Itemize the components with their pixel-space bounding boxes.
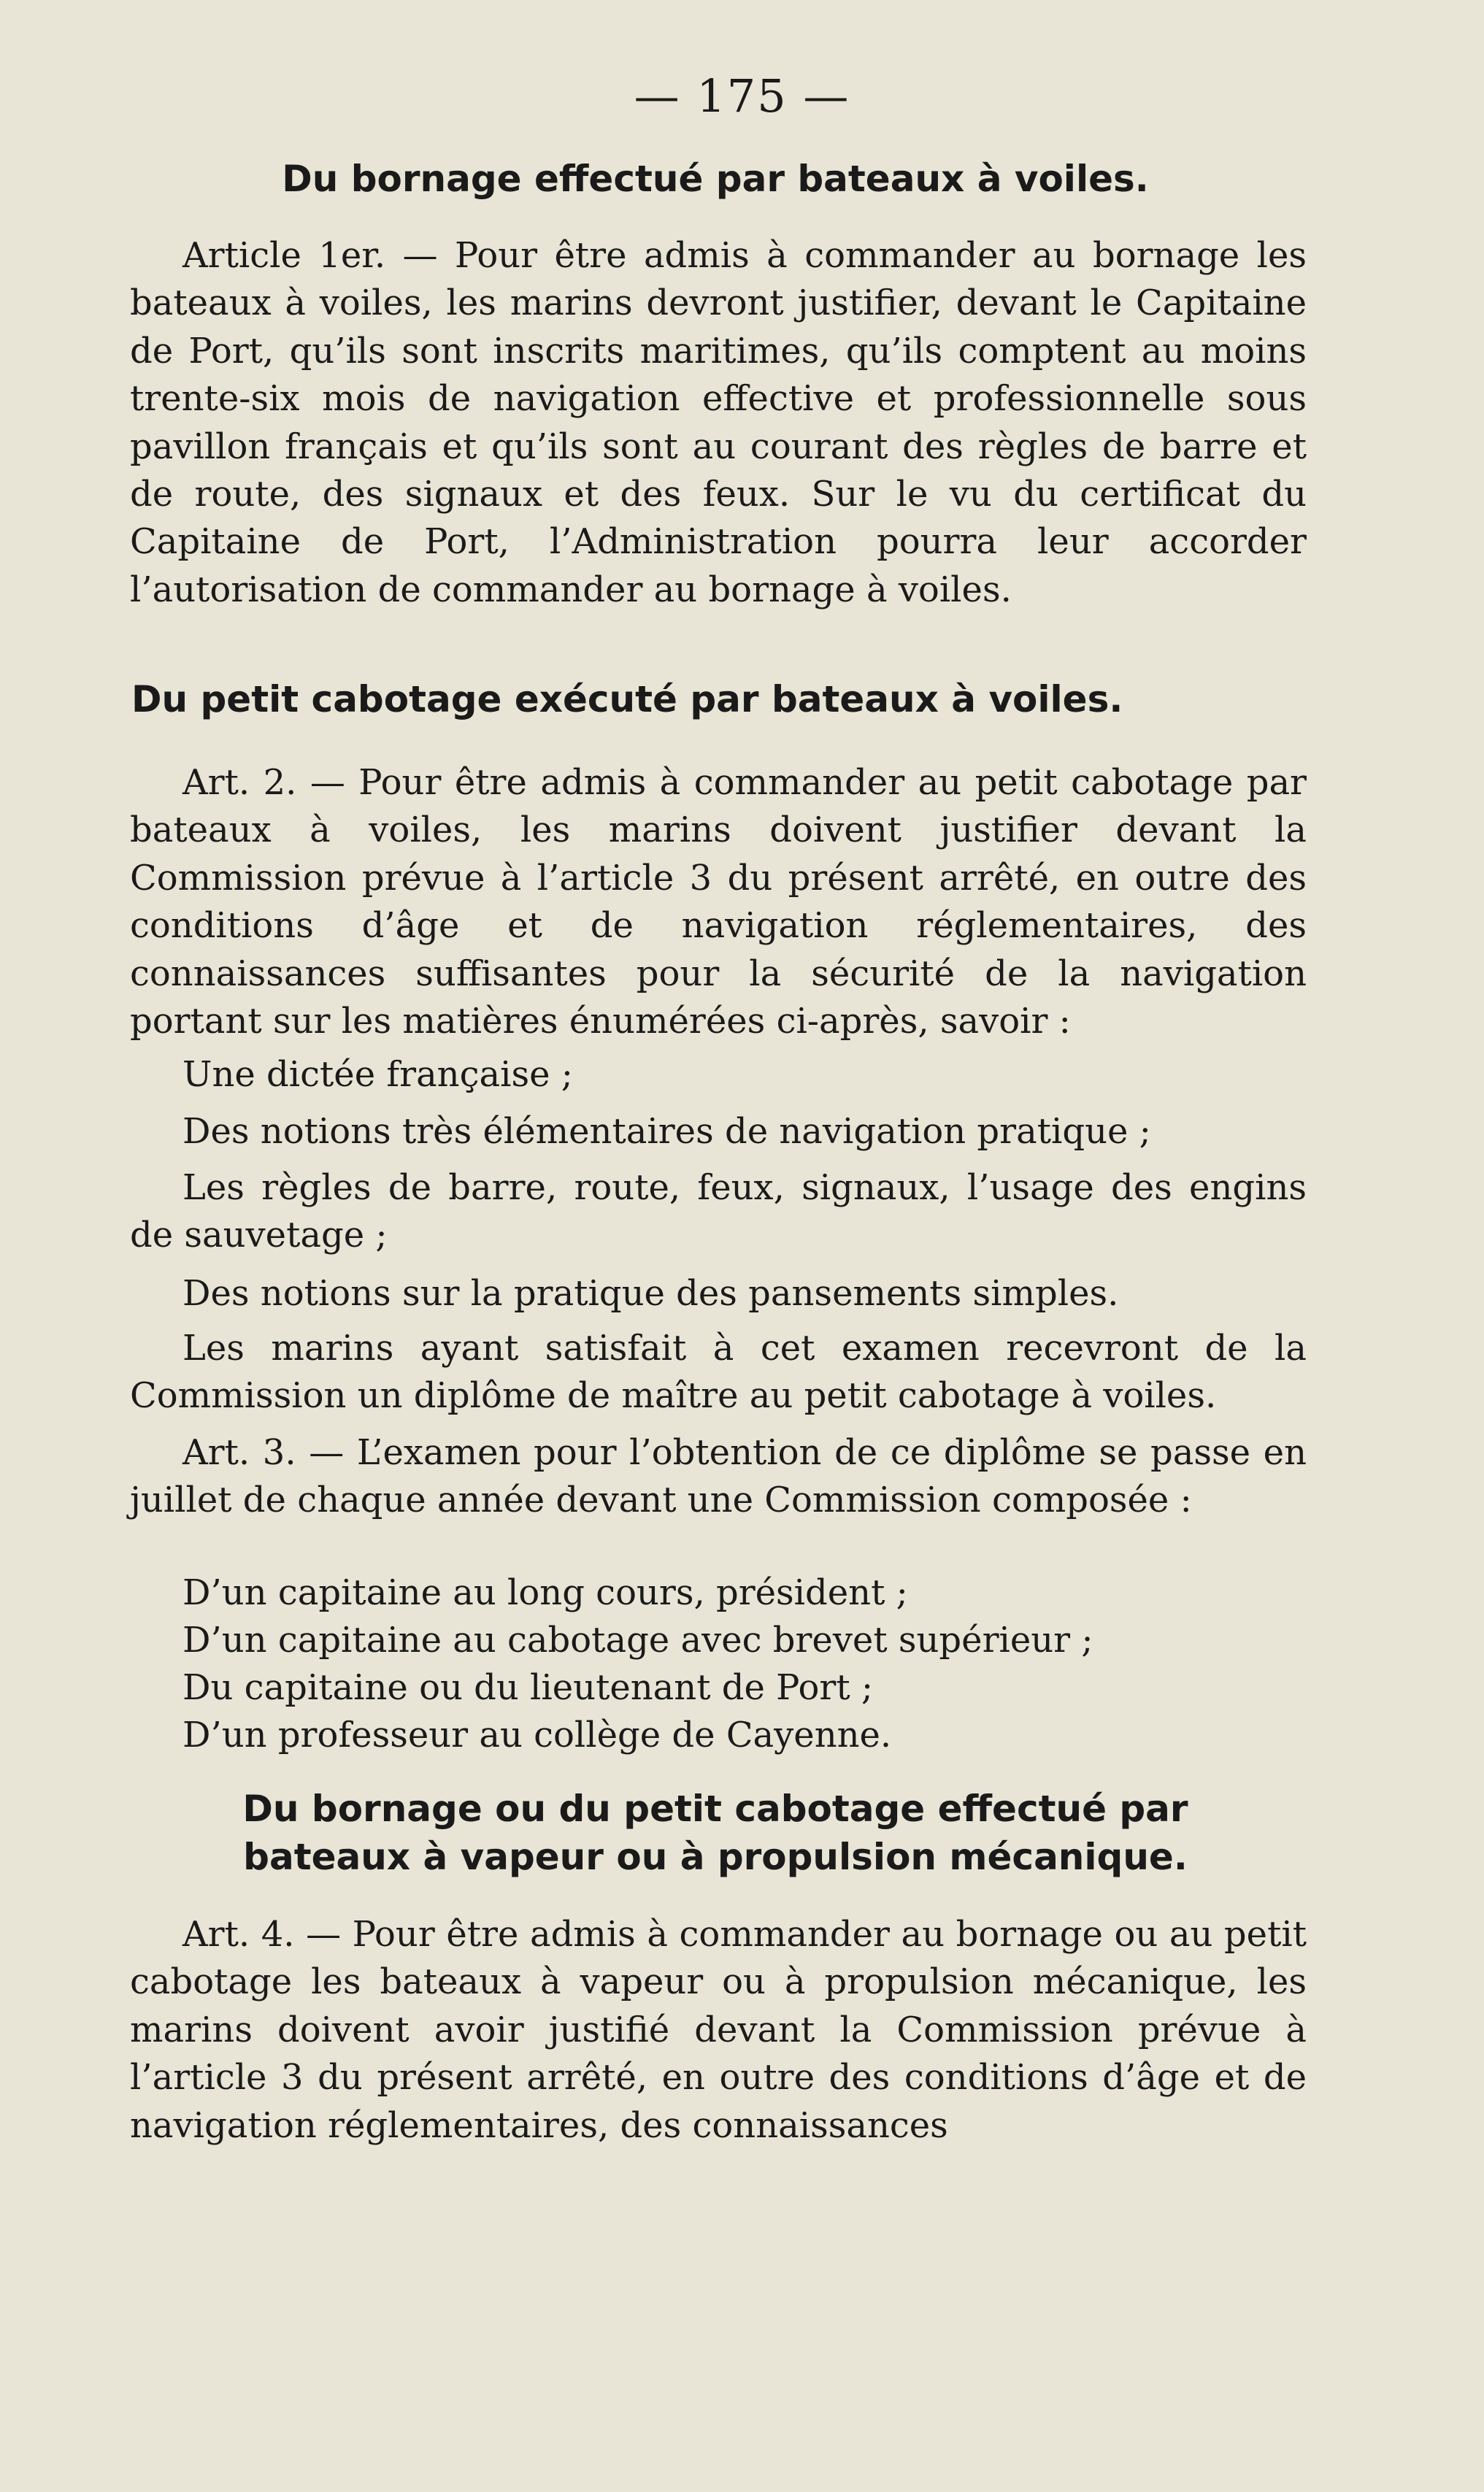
article-4-paragraph: Art. 4. — Pour être admis à commander au bornage ou au petit cabotage les bateaux à vapeur ou à propulsion mécanique, les marins doivent avoir justifié devant la Commission prévue à l’article 3 du présent arrêté, en outre des conditions d’âge et de navigation réglementaires, des connaissances: [130, 1914, 1307, 2146]
section-heading-bornage-voiles: Du bornage effectué par bateaux à voiles.: [282, 158, 1149, 200]
diplome-paragraph: Les marins ayant satisfait à cet examen recevront de la Commission un diplôme de maître au petit cabotage à voiles.: [130, 1328, 1307, 1417]
article-2-paragraph: Art. 2. — Pour être admis à commander au petit cabotage par bateaux à voiles, les marins doivent justifier devant la Commission prévue à l’article 3 du présent arrêté, en outre des conditions d’âge et de navigation réglementaires, des connaissances suffisantes pour la sécurité de la navigation portant sur les matières énumérées ci-après, savoir :: [130, 762, 1307, 1042]
heading-line: bateaux à vapeur ou à propulsion mécanique.: [243, 1836, 1188, 1878]
heading-line: Du bornage ou du petit cabotage effectué par: [242, 1788, 1188, 1830]
matiere-item: Les règles de barre, route, feux, signaux, l’usage des engins de sauvetage ;: [130, 1167, 1307, 1256]
matiere-item: Des notions sur la pratique des pansements simples.: [182, 1273, 1119, 1314]
commission-member: Du capitaine ou du lieutenant de Port ;: [182, 1667, 874, 1708]
page-number: — 175 —: [634, 69, 850, 123]
matiere-item: Des notions très élémentaires de navigation pratique ;: [182, 1111, 1151, 1152]
section-heading-cabotage-voiles: Du petit cabotage exécuté par bateaux à voiles.: [131, 678, 1123, 720]
article-1-paragraph: Article 1er. — Pour être admis à commander au bornage les bateaux à voiles, les marins devront justifier, devant le Capitaine de Port, qu’ils sont inscrits maritimes, qu’ils comptent au moins trente-six mois de navigation effective et professionnelle sous pavillon français et qu’ils sont au courant des règles de barre et de route, des signaux et des feux. Sur le vu du certificat du Capitaine de Port, l’Administration pourra leur accorder l’autorisation de commander au bornage à voiles.: [130, 235, 1307, 610]
matiere-item: Une dictée française ;: [182, 1054, 573, 1095]
section-heading-cabotage-vapeur: [131, 1785, 1299, 1881]
commission-member: D’un professeur au collège de Cayenne.: [182, 1715, 892, 1755]
article-3-paragraph: Art. 3. — L’examen pour l’obtention de ce diplôme se passe en juillet de chaque année devant une Commission composée :: [130, 1432, 1307, 1521]
commission-member: D’un capitaine au cabotage avec brevet supérieur ;: [182, 1620, 1093, 1661]
commission-member: D’un capitaine au long cours, président ;: [182, 1572, 908, 1613]
